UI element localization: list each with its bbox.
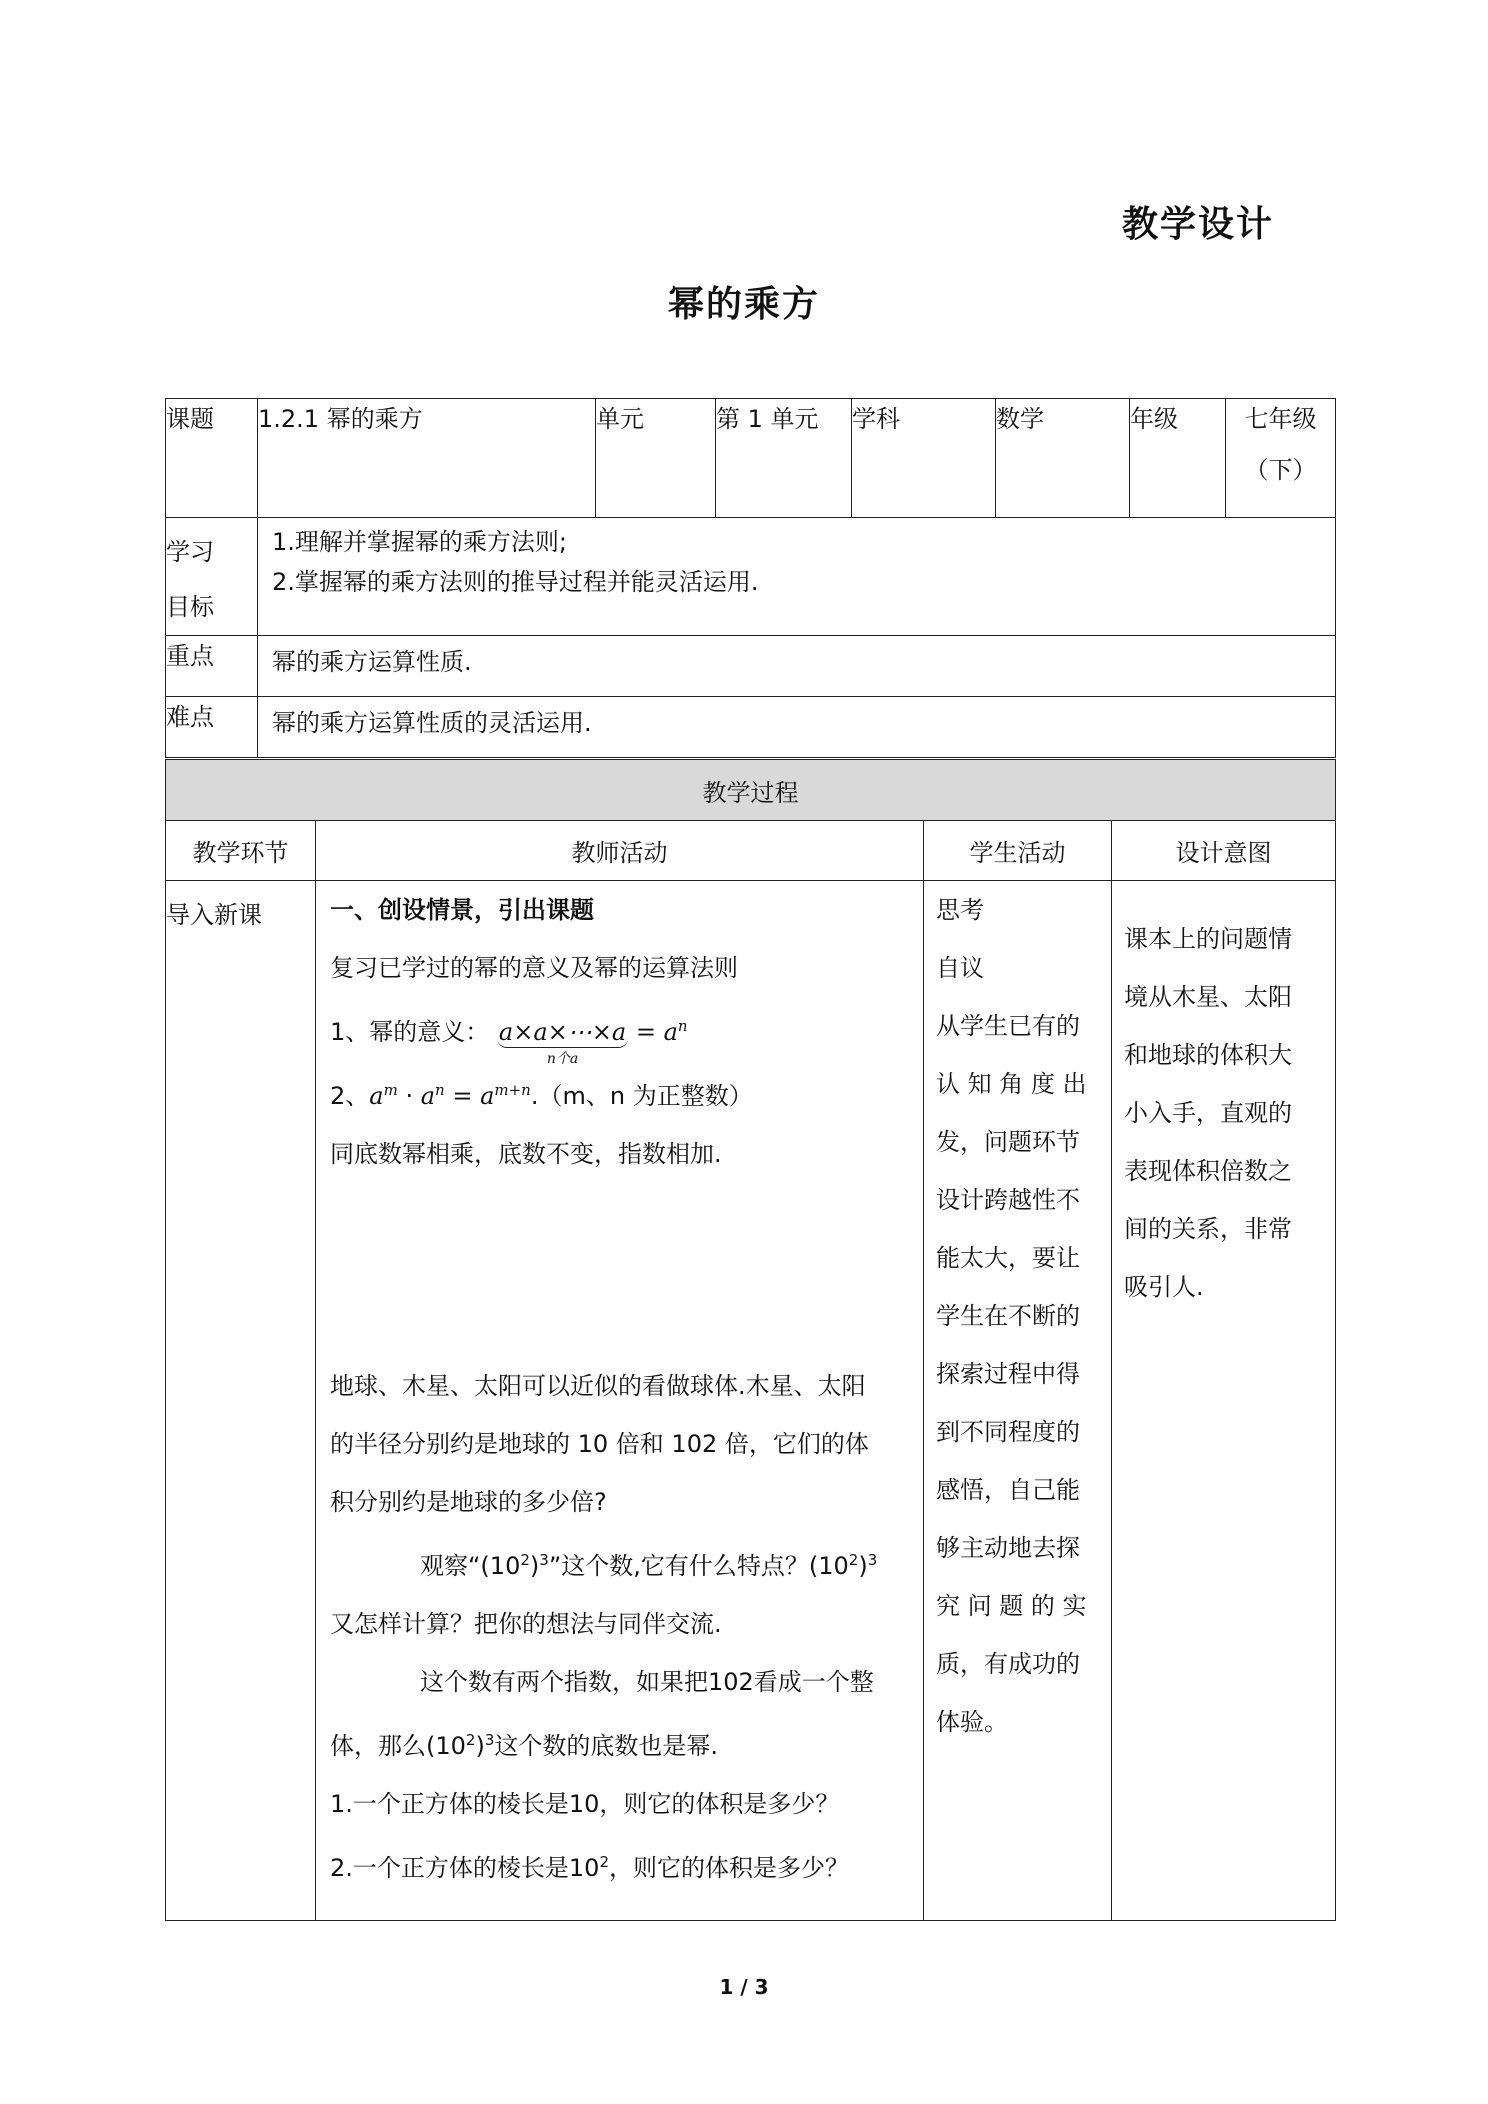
formula1-result: = a (635, 1018, 678, 1046)
intent-line: 表现体积倍数之 (1124, 1157, 1292, 1185)
student-line: 思考 (936, 896, 984, 924)
section-heading: 一、创设情景，引出课题 (330, 896, 594, 924)
grade-value-line1: 七年级 (1244, 405, 1317, 433)
stage-cell: 导入新课 (166, 881, 316, 1921)
difficulty-value: 幂的乘方运算性质的灵活运用. (258, 697, 1336, 758)
goals-label-line1: 学习 (166, 538, 214, 566)
col-header-teacher: 教师活动 (316, 821, 924, 881)
grade-label: 年级 (1130, 399, 1226, 518)
formula2-base2: a (420, 1082, 436, 1110)
page-title: 幂的乘方 (667, 284, 820, 325)
student-line: 学生在不断的 (936, 1302, 1080, 1330)
formula1-prefix: 1、幂的意义： (330, 1018, 490, 1046)
rule-text: 同底数幂相乘，底数不变，指数相加. (330, 1140, 722, 1168)
col-header-student: 学生活动 (924, 821, 1112, 881)
formula-power-meaning (330, 997, 909, 1067)
observe-exponent: 2 (848, 1551, 859, 1569)
underbrace-factors (497, 1017, 628, 1067)
observe-text: 观察“(10 (420, 1552, 521, 1580)
formula2-exp2: n (435, 1081, 445, 1099)
goals-label-line2: 目标 (166, 593, 214, 621)
question-line: 地球、木星、太阳可以近似的看做球体.木星、太阳 (330, 1372, 866, 1400)
difficulty-label: 难点 (166, 697, 258, 758)
student-line: 感悟，自己能 (936, 1476, 1080, 1504)
explain-text: 体，那么(10 (330, 1732, 466, 1760)
key-label: 重点 (166, 636, 258, 697)
blank-space (330, 1183, 909, 1357)
explain-exponent: 2 (465, 1731, 476, 1749)
student-line: 够主动地去探 (936, 1534, 1080, 1562)
difficulty-row (166, 697, 1336, 758)
student-activity-cell (924, 881, 1112, 1921)
student-line: 体验。 (936, 1708, 1008, 1736)
subject-value: 数学 (996, 399, 1130, 518)
cube-question-exponent: 2 (599, 1853, 609, 1871)
formula2-exp1: m (383, 1081, 398, 1099)
goal-item: 2.掌握幂的乘方法则的推导过程并能灵活运用. (272, 568, 759, 596)
student-line: 质，有成功的 (936, 1650, 1080, 1678)
student-line: 究 问 题 的 实 (936, 1592, 1087, 1620)
formula1-factors: a×a×⋯×a (498, 1018, 627, 1046)
formula2-dot: · (397, 1082, 421, 1110)
teacher-activity-cell (316, 881, 924, 1921)
observe-exponent: 2 (520, 1551, 530, 1569)
cube-question-1: 1.一个正方体的棱长是10，则它的体积是多少？ (330, 1790, 840, 1818)
explain-line-2 (330, 1711, 909, 1775)
student-line: 自议 (936, 954, 984, 982)
explain-text: 这个数的底数也是幂. (494, 1732, 719, 1760)
topic-row (166, 399, 1336, 518)
intent-line: 和地球的体积大 (1124, 1041, 1292, 1069)
student-line: 设计跨越性不 (936, 1186, 1080, 1214)
grade-value (1226, 399, 1336, 518)
observe-exponent: 3 (539, 1551, 549, 1569)
subject-label: 学科 (852, 399, 996, 518)
observe-line (330, 1531, 909, 1595)
key-value: 幂的乘方运算性质. (258, 636, 1336, 697)
observe-line-2: 又怎样计算？把你的想法与同伴交流. (330, 1610, 722, 1638)
process-title: 教学过程 (166, 760, 1336, 821)
cube-question-text: 2.一个正方体的棱长是10 (330, 1854, 600, 1882)
student-line: 从学生已有的 (936, 1012, 1080, 1040)
student-line: 发，问题环节 (936, 1128, 1080, 1156)
goals-row (166, 518, 1336, 636)
observe-text: ) (858, 1552, 868, 1580)
design-intent-cell (1112, 881, 1336, 1921)
formula2-eq: = a (444, 1082, 495, 1110)
process-header-row (166, 821, 1336, 881)
cube-question-text: ，则它的体积是多少？ (608, 1854, 849, 1882)
formula2-exp3: m+n (494, 1081, 531, 1099)
formula-product-rule (330, 1061, 909, 1125)
intent-line: 课本上的问题情 (1124, 925, 1292, 953)
formula1-result-exponent: n (677, 1017, 688, 1035)
page-number: 1 / 3 (719, 1975, 769, 1999)
unit-value: 第 1 单元 (716, 399, 852, 518)
col-header-intent: 设计意图 (1112, 821, 1336, 881)
cube-question-2 (330, 1833, 909, 1897)
intent-line: 吸引人. (1124, 1273, 1204, 1301)
grade-value-line2: （下） (1244, 456, 1317, 484)
lesson-info-table (165, 398, 1336, 758)
process-title-row (166, 760, 1336, 821)
unit-label: 单元 (596, 399, 716, 518)
student-line: 到不同程度的 (936, 1418, 1080, 1446)
topic-value: 1.2.1 幂的乘方 (258, 399, 596, 518)
formula2-note: .（m、n 为正整数） (530, 1082, 753, 1110)
process-row (166, 881, 1336, 1921)
goals-content (258, 518, 1336, 636)
teaching-process-table (165, 759, 1336, 1921)
goals-label (166, 518, 258, 636)
observe-text: ) (529, 1552, 540, 1580)
student-line: 能太大，要让 (936, 1244, 1080, 1272)
intent-line: 境从木星、太阳 (1124, 983, 1292, 1011)
question-line: 的半径分别约是地球的 10 倍和 102 倍，它们的体 (330, 1430, 869, 1458)
document-type-heading: 教学设计 (1121, 204, 1274, 245)
question-line: 积分别约是地球的多少倍? (330, 1488, 607, 1516)
explain-text: ) (475, 1732, 485, 1760)
underbrace-label: n个a (546, 1051, 579, 1067)
col-header-stage: 教学环节 (166, 821, 316, 881)
formula2-base1: a (369, 1082, 384, 1110)
intent-line: 间的关系，非常 (1124, 1215, 1292, 1243)
key-row (166, 636, 1336, 697)
intent-line: 小入手，直观的 (1124, 1099, 1292, 1127)
observe-exponent: 3 (867, 1551, 878, 1569)
student-line: 探索过程中得 (936, 1360, 1080, 1388)
review-text: 复习已学过的幂的意义及幂的运算法则 (330, 954, 738, 982)
explain-exponent: 3 (484, 1731, 495, 1749)
goal-item: 1.理解并掌握幂的乘方法则; (272, 528, 567, 556)
topic-label: 课题 (166, 399, 258, 518)
explain-line-1: 这个数有两个指数，如果把102看成一个整 (420, 1668, 874, 1696)
observe-text: ”这个数,它有什么特点？(10 (548, 1552, 849, 1580)
formula2-prefix: 2、 (330, 1082, 370, 1110)
student-line: 认 知 角 度 出 (936, 1070, 1087, 1098)
